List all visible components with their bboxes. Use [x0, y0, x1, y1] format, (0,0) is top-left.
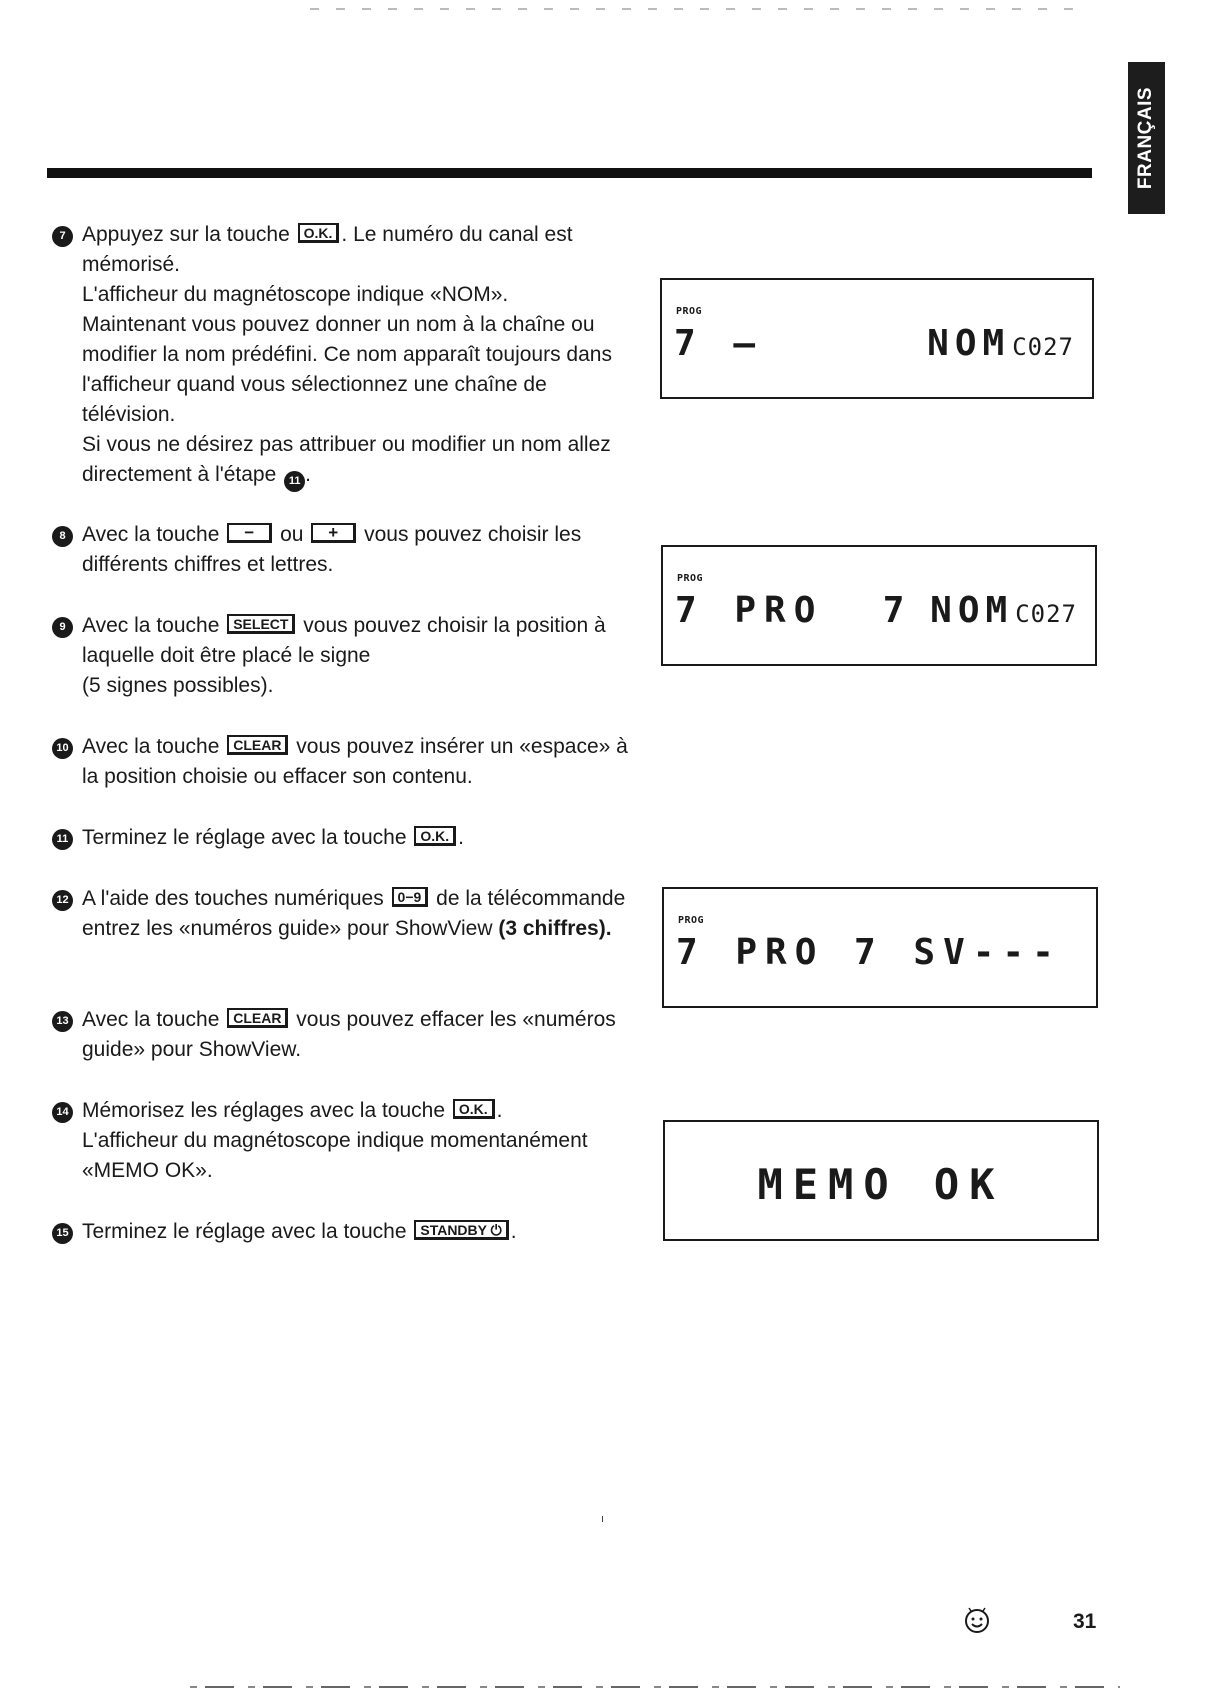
vcr-display-showview — [662, 887, 1098, 1008]
scan-artifact-bottom — [190, 1686, 1120, 1688]
ok-key: O.K. — [453, 1099, 495, 1119]
step-number: 12 — [52, 890, 73, 911]
language-tab — [1128, 62, 1165, 214]
step-7: 7 Appuyez sur la touche O.K. . Le numéro du canal est mémorisé. L'afficheur du magnétoscope indique «NOM». Maintenant vous pouvez donner un nom à la chaîne ou modifier la nom prédéfini. Ce nom apparaît toujours dans l'afficheur quand vous sélectionnez une chaîne de télévision. Si vous ne désirez pas attribuer ou modifier un nom allez directement à l'étape 11 . — [52, 220, 642, 492]
vcr-display-pro7 — [661, 545, 1097, 666]
vcr-display-nom — [660, 278, 1094, 399]
step-12: 12 A l'aide des touches numériques 0−9 de la télécommande entrez les «numéros guide» pour ShowView (3 chiffres). — [52, 884, 642, 944]
display-main-text: 7 – — [674, 323, 764, 364]
page-number: 31 — [1073, 1610, 1097, 1633]
step-13: 13 Avec la touche CLEAR vous pouvez effacer les «numéros guide» pour ShowView. — [52, 1005, 642, 1065]
step-number: 8 — [52, 526, 73, 547]
display-name: NOM — [927, 323, 1011, 364]
header-rule — [47, 168, 1092, 178]
prog-label: PROG — [678, 915, 705, 926]
clear-key: CLEAR — [227, 1008, 288, 1028]
step-number: 7 — [52, 226, 73, 247]
ok-key: O.K. — [298, 223, 340, 243]
vcr-display-memo-ok — [663, 1120, 1099, 1241]
display-main-text: 7 PRO 7 SV--- — [676, 932, 1062, 973]
digit-keys: 0−9 — [392, 887, 429, 907]
step-reference: 11 — [284, 471, 305, 492]
display-name: NOM — [930, 590, 1014, 631]
step-number: 10 — [52, 738, 73, 759]
step-8: 8 Avec la touche − ou + vous pouvez choisir les différents chiffres et lettres. — [52, 520, 642, 580]
step-14: 14 Mémorisez les réglages avec la touche O.K. . L'afficheur du magnétoscope indique momentanément «MEMO OK». — [52, 1096, 642, 1186]
select-key: SELECT — [227, 614, 295, 634]
step-number: 14 — [52, 1102, 73, 1123]
ok-key: O.K. — [414, 826, 456, 846]
language-tab-label: FRANÇAIS — [1135, 86, 1157, 190]
step-15: 15 Terminez le réglage avec la touche STANDBY ⏻ . — [52, 1217, 642, 1247]
plus-key: + — [311, 523, 356, 543]
step-number: 15 — [52, 1223, 73, 1244]
display-main-text: 7 PRO 7 — [675, 590, 913, 631]
clear-key: CLEAR — [227, 735, 288, 755]
prog-label: PROG — [676, 306, 703, 317]
scan-speck — [602, 1516, 603, 1522]
standby-key: STANDBY ⏻ — [414, 1220, 508, 1240]
step-11: 11 Terminez le réglage avec la touche O.K. . — [52, 823, 642, 853]
display-center-text: MEMO OK — [757, 1160, 1005, 1209]
step-10: 10 Avec la touche CLEAR vous pouvez insérer un «espace» à la position choisie ou effacer son contenu. — [52, 732, 642, 792]
scan-artifact-top — [310, 8, 1090, 10]
step-9: 9 Avec la touche SELECT vous pouvez choisir la position à laquelle doit être placé le signe (5 signes possibles). — [52, 611, 642, 701]
prog-label: PROG — [677, 573, 704, 584]
display-channel: C027 — [1015, 600, 1077, 628]
smiley-face-icon — [962, 1606, 992, 1636]
step-number: 11 — [52, 829, 73, 850]
step-number: 13 — [52, 1011, 73, 1032]
step-number: 9 — [52, 617, 73, 638]
display-channel: C027 — [1012, 333, 1074, 361]
minus-key: − — [227, 523, 272, 543]
